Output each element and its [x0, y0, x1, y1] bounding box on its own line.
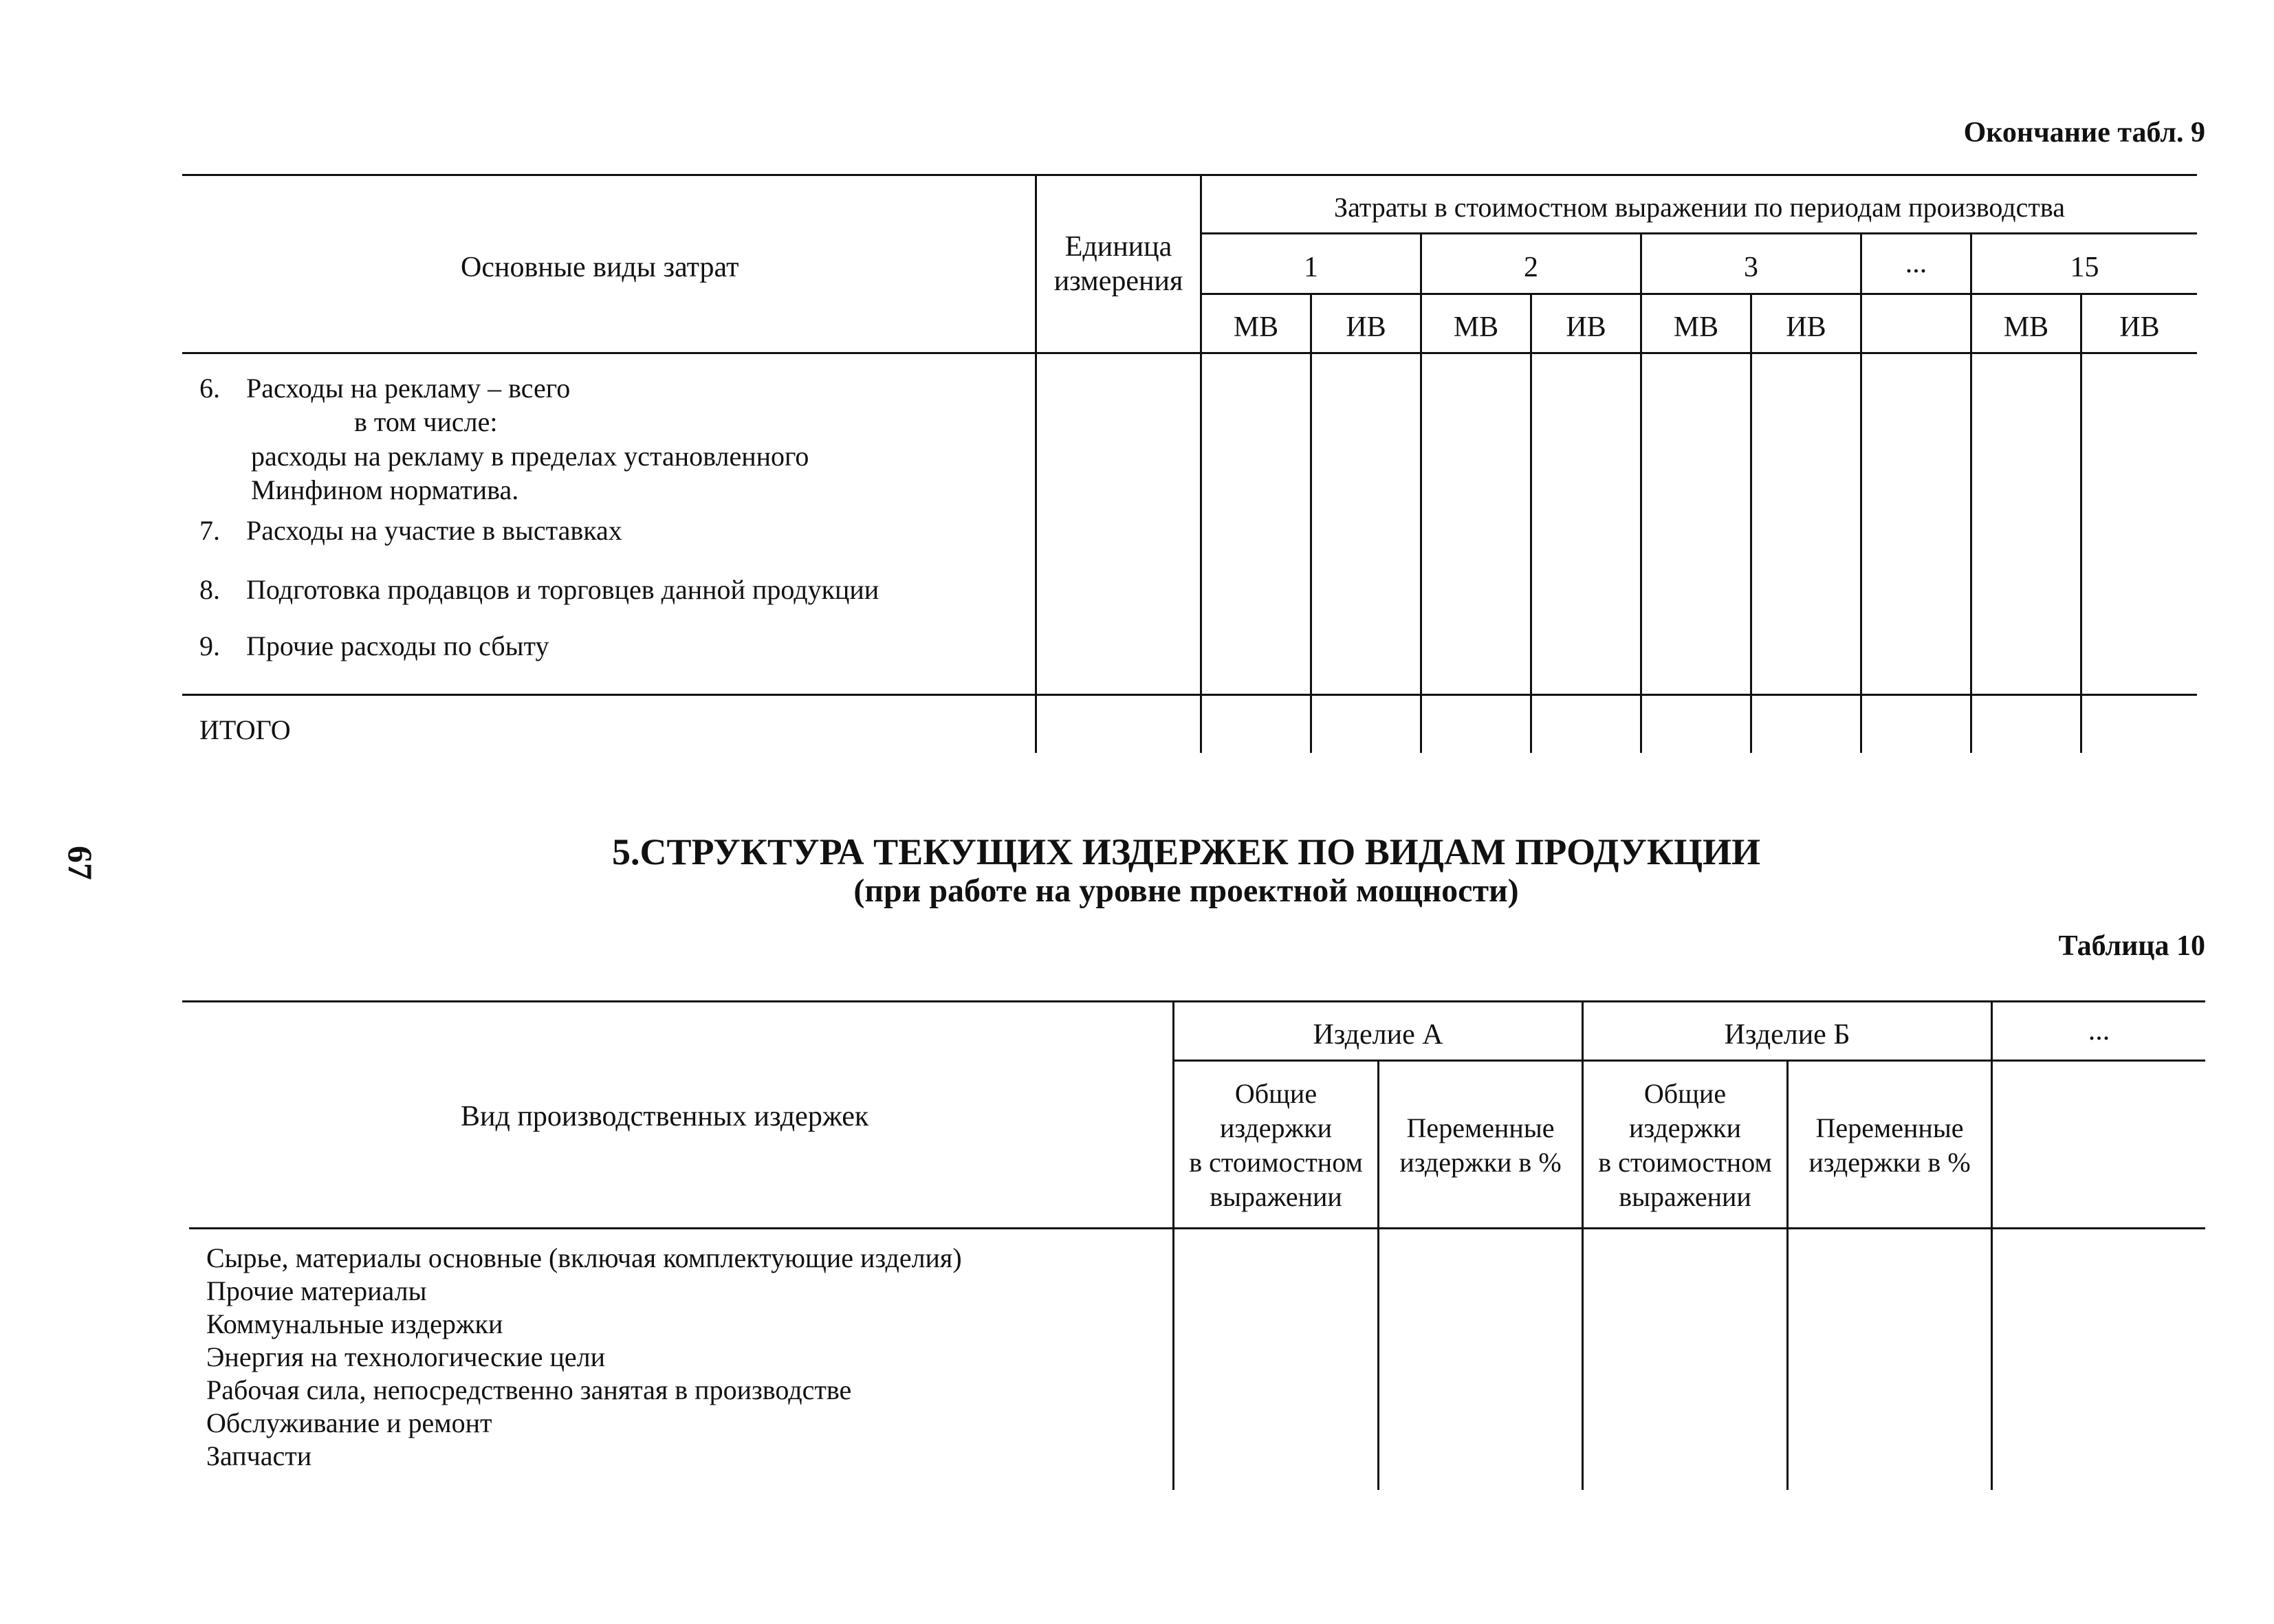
table-rule: [1530, 293, 1532, 753]
page-number: 67: [61, 846, 100, 880]
sub-header-mv: МВ: [1673, 311, 1719, 343]
sub-header-line: Переменные: [1406, 1112, 1555, 1143]
sub-header-line: выражении: [1619, 1181, 1751, 1212]
column-header-cost-kind: Вид производственных издержек: [461, 1101, 869, 1132]
table-row-label: Энергия на технологические цели: [206, 1341, 606, 1372]
sub-header-iv: ИВ: [1346, 311, 1386, 343]
row-number: 9.: [199, 630, 220, 661]
table-continuation-note: Окончание табл. 9: [1963, 117, 2205, 149]
table-rule: [1860, 232, 1862, 753]
sub-header-iv: ИВ: [1566, 311, 1606, 343]
column-header-unit: [1037, 230, 1200, 298]
column-header-unit-line: измерения: [1053, 265, 1183, 297]
period-header: 3: [1744, 252, 1758, 283]
product-header-b: Изделие Б: [1724, 1019, 1850, 1051]
period-header: 2: [1524, 252, 1538, 283]
row-label: Расходы на рекламу – всего: [246, 373, 571, 404]
row-number: 6.: [199, 373, 220, 404]
sub-header-iv: ИВ: [2119, 311, 2160, 343]
section-subtitle: (при работе на уровне проектной мощности): [853, 873, 1519, 909]
period-header: ...: [1905, 248, 1927, 279]
table-row-label: Запчасти: [206, 1440, 312, 1471]
table-rule: [182, 174, 2197, 176]
sub-header-line: издержки: [1628, 1112, 1742, 1143]
row-total-label: ИТОГО: [199, 714, 291, 745]
sub-header-line: Общие: [1234, 1078, 1318, 1109]
table-rule: [1172, 1060, 2205, 1062]
table-rule: [1420, 232, 1422, 753]
column-header-unit-line: Единица: [1064, 231, 1172, 263]
sub-header-total-costs: [1174, 1077, 1377, 1214]
row-number: 7.: [199, 515, 220, 546]
sub-header-line: Переменные: [1815, 1112, 1964, 1143]
product-header-a: Изделие А: [1313, 1019, 1443, 1051]
sub-header-mv: МВ: [1453, 311, 1499, 343]
table-rule: [2080, 293, 2082, 753]
section-title: 5.СТРУКТУРА ТЕКУЩИХ ИЗДЕРЖЕК ПО ВИДАМ ПРОДУКЦИИ: [612, 831, 1760, 873]
period-header: 15: [2070, 252, 2099, 283]
sub-header-line: издержки в %: [1808, 1147, 1971, 1178]
table-rule: [1640, 232, 1642, 753]
sub-header-line: Общие: [1643, 1078, 1727, 1109]
row-label: Прочие расходы по сбыту: [246, 630, 549, 661]
sub-header-line: в стоимостном: [1189, 1147, 1363, 1178]
row-label: в том числе:: [354, 406, 498, 437]
table-rule: [1750, 293, 1752, 753]
table-rule: [1970, 232, 1972, 753]
table-rule: [182, 694, 2197, 696]
sub-header-line: издержки в %: [1399, 1147, 1562, 1178]
table-row-label: Обслуживание и ремонт: [206, 1407, 492, 1438]
table-rule: [1172, 1000, 1174, 1490]
column-header-cost-types: Основные виды затрат: [461, 252, 739, 283]
sub-header-line: в стоимостном: [1598, 1147, 1772, 1178]
table-rule: [1582, 1000, 1584, 1490]
table-rule: [182, 352, 2197, 354]
sub-header-line: издержки: [1219, 1112, 1333, 1143]
table-rule: [1200, 232, 2197, 234]
period-header: 1: [1304, 252, 1318, 283]
sub-header-total-costs: [1584, 1077, 1786, 1214]
table-rule: [182, 1000, 2205, 1002]
row-number: 8.: [199, 574, 220, 605]
sub-header-iv: ИВ: [1786, 311, 1826, 343]
sub-header-mv: МВ: [1233, 311, 1279, 343]
row-label: Подготовка продавцов и торговцев данной продукции: [246, 574, 879, 605]
sub-header-variable-costs: [1379, 1111, 1582, 1180]
sub-header-variable-costs: [1789, 1111, 1991, 1180]
sub-header-line: выражении: [1210, 1181, 1342, 1212]
product-header-more: ...: [2088, 1015, 2110, 1046]
row-label: Минфином норматива.: [251, 474, 519, 505]
table-rule: [1200, 293, 2197, 295]
table-rule: [189, 1227, 2205, 1229]
column-header-costs: Затраты в стоимостном выражении по периодам производства: [1334, 192, 2065, 223]
table-row-label: Прочие материалы: [206, 1275, 427, 1306]
row-label: расходы на рекламу в пределах установленного: [251, 441, 809, 472]
table-rule: [1310, 293, 1312, 753]
table-row-label: Рабочая сила, непосредственно занятая в производстве: [206, 1374, 852, 1405]
table-row-label: Сырье, материалы основные (включая комплектующие изделия): [206, 1242, 962, 1273]
table-row-label: Коммунальные издержки: [206, 1308, 503, 1339]
sub-header-mv: МВ: [2003, 311, 2049, 343]
row-label: Расходы на участие в выставках: [246, 515, 622, 546]
table-label: Таблица 10: [2058, 930, 2205, 962]
table-rule: [1991, 1000, 1993, 1490]
